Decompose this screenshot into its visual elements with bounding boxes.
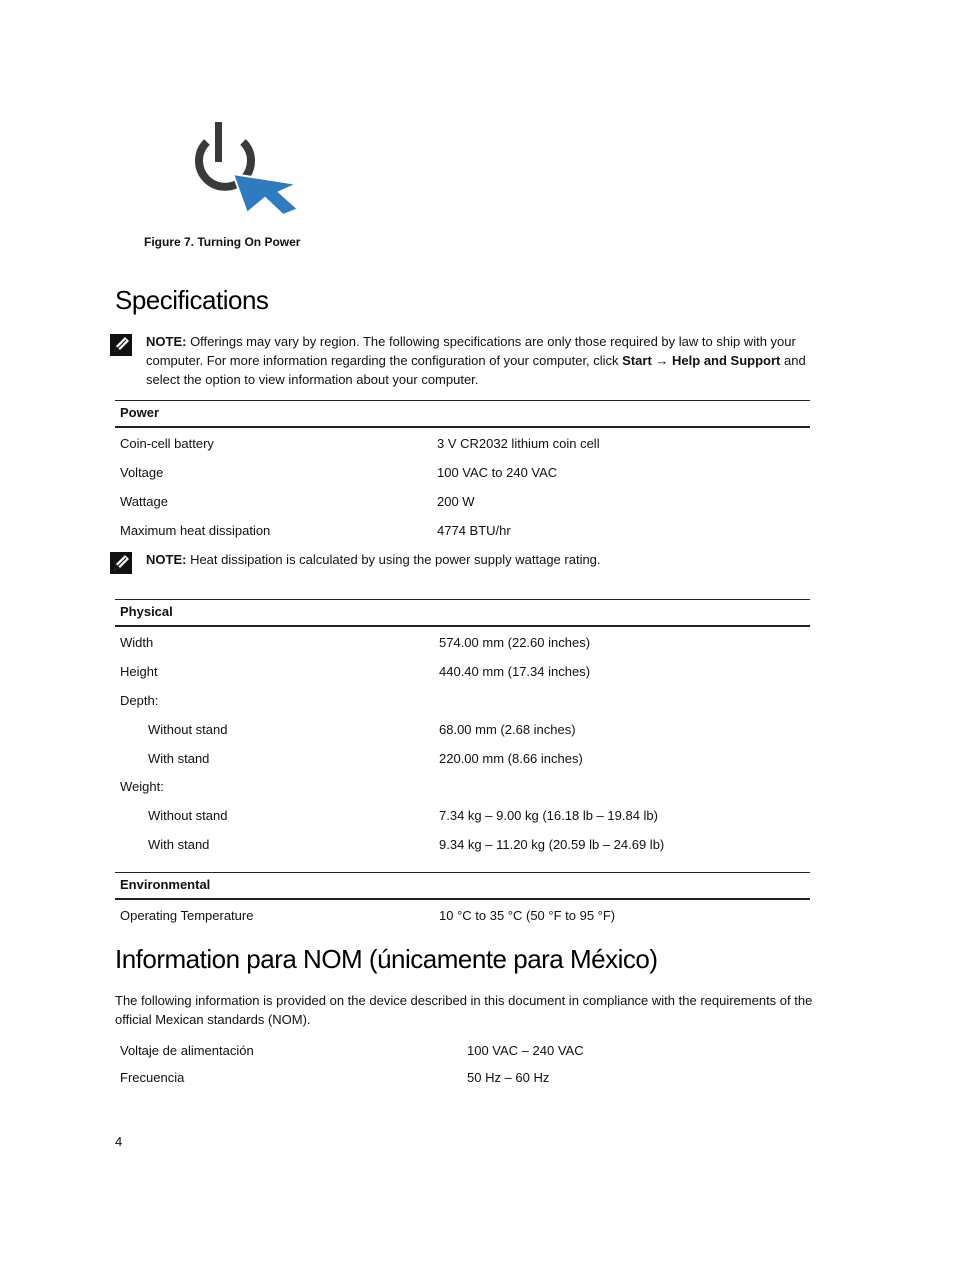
row-label: Coin-cell battery	[120, 436, 214, 451]
turning-on-power-figure	[185, 118, 305, 218]
row-value: 200 W	[437, 494, 475, 509]
table-row	[115, 658, 810, 687]
page-number: 4	[115, 1134, 123, 1149]
note-pencil-icon	[110, 552, 132, 574]
row-label: Wattage	[120, 494, 168, 509]
arrow-glyph: →	[651, 353, 673, 368]
row-value: 9.34 kg – 11.20 kg (20.59 lb – 24.69 lb)	[439, 837, 665, 852]
cursor-arrow-icon	[233, 174, 298, 215]
row-label: Operating Temperature	[120, 908, 254, 923]
help-support-label: Help and Support	[672, 353, 781, 368]
row-label: Frecuencia	[120, 1070, 185, 1085]
row-label: With stand	[148, 837, 210, 852]
row-value: 7.34 kg – 9.00 kg (16.18 lb – 19.84 lb)	[439, 808, 658, 823]
row-label: Voltage	[120, 465, 164, 480]
row-value: 440.40 mm (17.34 inches)	[439, 664, 591, 679]
table-row	[115, 517, 810, 546]
nom-paragraph: The following information is provided on the device described in this document in compliance with the requirements of the official Mexican standards (NOM).	[115, 993, 813, 1027]
table-header-label: Power	[120, 405, 160, 420]
physical-table	[115, 599, 810, 859]
start-label: Start	[622, 353, 652, 368]
row-value: 4774 BTU/hr	[437, 523, 511, 538]
row-label: Weight:	[120, 779, 164, 794]
figure-caption: Figure 7. Turning On Power	[144, 235, 301, 249]
note-heat-dissipation	[110, 550, 810, 574]
note-text: Heat dissipation is calculated by using the power supply wattage rating.	[186, 552, 601, 567]
row-value: 10 °C to 35 °C (50 °F to 95 °F)	[439, 908, 616, 923]
power-table	[115, 400, 810, 545]
row-label: Voltaje de alimentación	[120, 1043, 254, 1058]
note-text: Offerings may vary by region. The following specifications are only those required by law to ship with your computer. For more information regarding the configuration of your computer, click	[146, 334, 796, 368]
row-label: Without stand	[148, 808, 228, 823]
table-row	[115, 802, 810, 831]
table-row	[115, 459, 810, 488]
table-header-label: Environmental	[120, 877, 211, 892]
table-row	[115, 488, 810, 517]
table-header	[115, 599, 810, 627]
table-row	[115, 773, 810, 802]
note-text-end: and select the option to view information about your computer.	[146, 353, 806, 387]
note-label: NOTE:	[146, 552, 187, 567]
note-offerings	[110, 332, 810, 392]
row-value: 50 Hz – 60 Hz	[467, 1070, 550, 1085]
table-row	[115, 1070, 810, 1096]
specifications-heading: Specifications	[115, 285, 269, 315]
note-label: NOTE:	[146, 334, 187, 349]
table-row	[115, 1043, 810, 1069]
row-value: 574.00 mm (22.60 inches)	[439, 635, 591, 650]
table-row	[115, 902, 810, 931]
table-row	[115, 831, 810, 860]
row-value: 68.00 mm (2.68 inches)	[439, 722, 576, 737]
note-pencil-icon	[110, 334, 132, 356]
row-label: Without stand	[148, 722, 228, 737]
row-label: Maximum heat dissipation	[120, 523, 271, 538]
row-label: With stand	[148, 751, 210, 766]
nom-heading: Information para NOM (únicamente para México)	[115, 944, 658, 974]
row-label: Height	[120, 664, 158, 679]
row-value: 100 VAC to 240 VAC	[437, 465, 558, 480]
row-label: Depth:	[120, 693, 159, 708]
table-row	[115, 629, 810, 658]
row-value: 3 V CR2032 lithium coin cell	[437, 436, 600, 451]
table-header	[115, 400, 810, 428]
table-header	[115, 872, 810, 900]
table-row	[115, 430, 810, 459]
row-value: 220.00 mm (8.66 inches)	[439, 751, 583, 766]
table-row	[115, 745, 810, 774]
row-value: 100 VAC – 240 VAC	[467, 1043, 584, 1058]
table-header-label: Physical	[120, 604, 173, 619]
power-icon	[185, 118, 305, 218]
environmental-table	[115, 872, 810, 922]
table-row	[115, 716, 810, 745]
row-label: Width	[120, 635, 154, 650]
table-row	[115, 687, 810, 716]
